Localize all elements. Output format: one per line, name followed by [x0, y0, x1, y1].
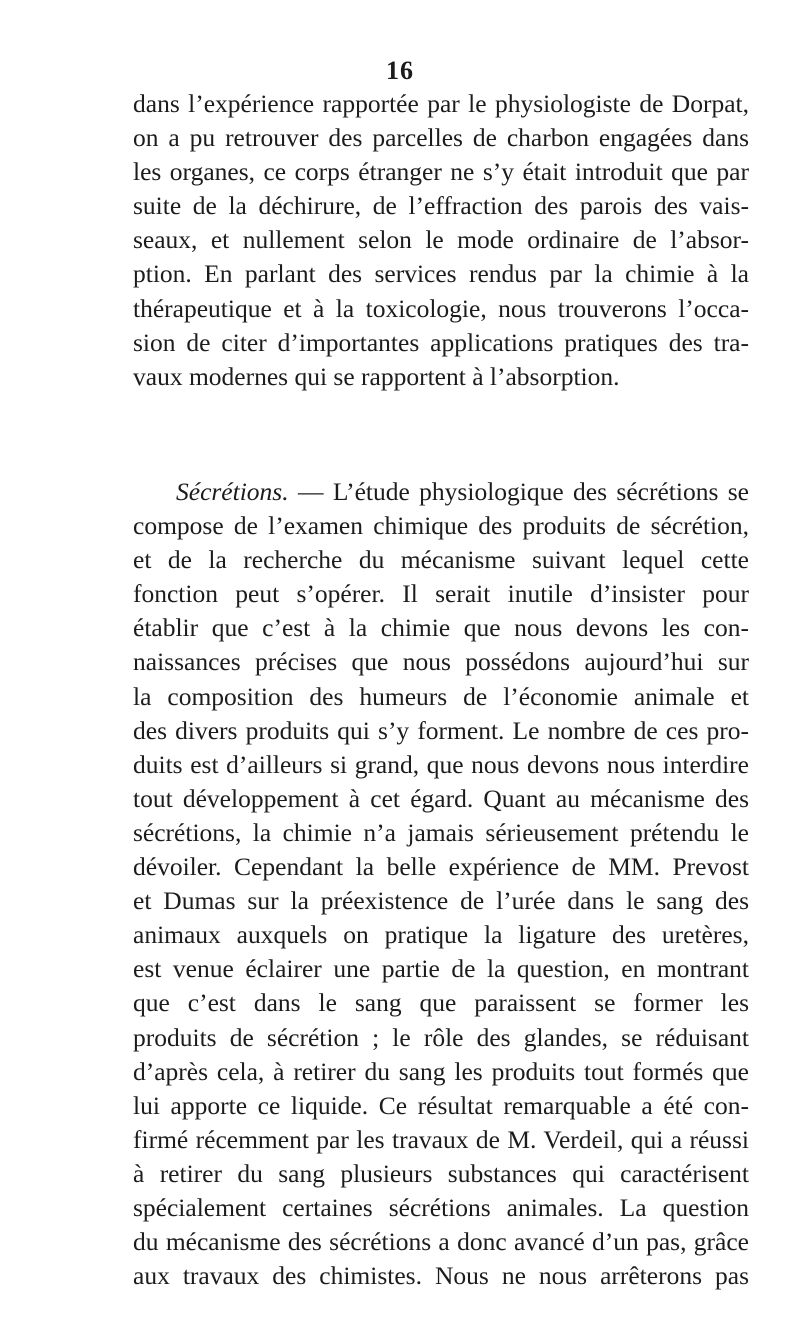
text-line: aux travaux des chimistes. Nous ne nous arrêterons pas — [133, 1261, 749, 1291]
first-line-text: — L’étude physiologique des sécrétions se — [288, 477, 749, 506]
text-line: firmé récemment par les travaux de M. Verdeil, qui a réussi — [133, 1124, 749, 1154]
text-line: lui apporte ce liquide. Ce résultat remarquable a été con- — [133, 1090, 749, 1120]
paragraph-secretions — [133, 475, 749, 1293]
text-line: et Dumas sur la préexistence de l’urée dans le sang des — [133, 886, 749, 916]
page-number: 16 — [386, 56, 414, 85]
text-line: les organes, ce corps étranger ne s’y était introduit que par — [133, 157, 749, 187]
text-line: du mécanisme des sécrétions a donc avancé d’un pas, grâce — [133, 1227, 749, 1257]
section-heading: Sécrétions. — [176, 477, 289, 506]
text-line: suite de la déchirure, de l’effraction des parois des vais- — [133, 191, 749, 221]
text-line: ption. En parlant des services rendus par la chimie à la — [133, 259, 749, 289]
text-line: produits de sécrétion ; le rôle des glandes, se réduisant — [133, 1022, 749, 1052]
text-line: fonction peut s’opérer. Il serait inutile d’insister pour — [133, 579, 749, 609]
text-line: compose de l’examen chimique des produits de sécrétion, — [133, 511, 749, 541]
text-line: spécialement certaines sécrétions animales. La question — [133, 1192, 749, 1222]
text-line: duits est d’ailleurs si grand, que nous devons nous interdire — [133, 749, 749, 779]
text-line: animaux auxquels on pratique la ligature des uretères, — [133, 920, 749, 950]
text-line: sion de citer d’importantes applications pratiques des tra- — [133, 327, 749, 357]
text-line: la composition des humeurs de l’économie animale et — [133, 681, 749, 711]
text-line: on a pu retrouver des parcelles de charbon engagées dans — [133, 123, 749, 153]
text-line: est venue éclairer une partie de la question, en montrant — [133, 954, 749, 984]
text-line: naissances précises que nous possédons aujourd’hui sur — [133, 647, 749, 677]
paragraph-first-line — [133, 475, 749, 509]
text-line: établir que c’est à la chimie que nous devons les con- — [133, 613, 749, 643]
text-line: que c’est dans le sang que paraissent se former les — [133, 988, 749, 1018]
text-line: vaux modernes qui se rapportent à l’absorption. — [133, 361, 620, 391]
text-line: seaux, et nullement selon le mode ordinaire de l’absor- — [133, 225, 749, 255]
text-line: sécrétions, la chimie n’a jamais sérieusement prétendu le — [133, 817, 749, 847]
text-line: et de la recherche du mécanisme suivant lequel cette — [133, 545, 749, 575]
paragraph-absorption — [133, 87, 749, 394]
text-line: à retirer du sang plusieurs substances qui caractérisent — [133, 1158, 749, 1188]
text-line: thérapeutique et à la toxicologie, nous trouverons l’occa- — [133, 293, 749, 323]
text-line: des divers produits qui s’y forment. Le nombre de ces pro- — [133, 715, 749, 745]
text-line: tout développement à cet égard. Quant au mécanisme des — [133, 783, 749, 813]
text-line: dévoiler. Cependant la belle expérience de MM. Prevost — [133, 852, 749, 882]
text-line: d’après cela, à retirer du sang les produits tout formés que — [133, 1056, 749, 1086]
text-line: dans l’expérience rapportée par le physiologiste de Dorpat, — [133, 89, 749, 118]
